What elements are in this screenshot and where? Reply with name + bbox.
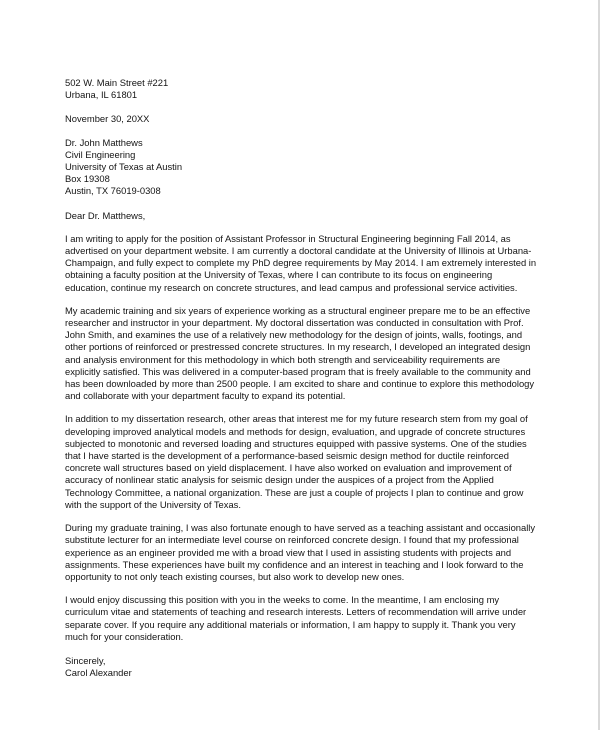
- recipient-city: Austin, TX 76019-0308: [65, 185, 161, 197]
- paragraph-line: researcher and instructor in your department. My doctoral dissertation was conducted in consultation with Prof.: [65, 317, 524, 329]
- paragraph-line: During my graduate training, I was also fortunate enough to have served as a teaching assistant and occasionally: [65, 522, 536, 534]
- paragraph-line: and collaborate with your department faculty to expand its potential.: [65, 390, 346, 402]
- closing: Sincerely,: [65, 654, 106, 666]
- paragraph-line: separate cover. If you require any additional materials or information, I am happy to supply it. Thank you very: [65, 618, 516, 630]
- paragraph-line: developing improved analytical models and methods for design, evaluation, and upgrade of concrete structures: [65, 425, 526, 437]
- paragraph-line: concrete wall structures based on yield displacement. I have also worked on evaluation and improvement of: [65, 462, 512, 474]
- sender-city: Urbana, IL 61801: [65, 89, 138, 101]
- paragraph-line: much for your consideration.: [65, 630, 184, 642]
- paragraph-closing: [65, 594, 565, 643]
- paragraph-line: I would enjoy discussing this position with you in the weeks to come. In the meantime, I am enclosing my: [65, 594, 500, 606]
- recipient-department: Civil Engineering: [65, 148, 136, 160]
- salutation-block: [65, 210, 565, 222]
- signature-name: Carol Alexander: [65, 667, 132, 679]
- paragraph-line: My academic training and six years of experience working as a structural engineer prepare me to be an effective: [65, 304, 531, 316]
- paragraph-line: advertised on your department website. I am currently a doctoral candidate at the University of Illinois at Urbana-: [65, 245, 532, 257]
- recipient-box: Box 19308: [65, 173, 110, 185]
- paragraph-line: John Smith, and examines the use of a relatively new methodology for the design of joints, walls, footings, and: [65, 329, 523, 341]
- letter-date: November 30, 20XX: [65, 113, 150, 125]
- letter-date-block: [65, 113, 565, 125]
- recipient-name: Dr. John Matthews: [65, 136, 143, 148]
- paragraph-line: opportunity to not only teach existing courses, but also work to develop new ones.: [65, 570, 405, 582]
- sender-address: [65, 77, 565, 101]
- recipient-university: University of Texas at Austin: [65, 161, 183, 173]
- paragraph-line: I am writing to apply for the position of Assistant Professor in Structural Engineering beginning Fall 2014, as: [65, 232, 511, 244]
- paragraph-line: In addition to my dissertation research, other areas that interest me for my future research stem from my goal of: [65, 413, 528, 425]
- paragraph-line: explicitly satisfied. This was delivered in a computer-based program that is freely available to the community and: [65, 365, 531, 377]
- paragraph-line: Technology Committee, a national organization. These are just a couple of projects I plan to continue and grow: [65, 486, 524, 498]
- paragraph-line: and analysis environment for this methodology in which both strength and serviceability requirements are: [65, 353, 501, 365]
- paragraph-line: accuracy of nonlinear static analysis for seismic design under the auspices of a project from the Applied: [65, 474, 494, 486]
- paragraph-line: other portions of reinforced or prestressed concrete structures. In my research, I developed an integrated design: [65, 341, 531, 353]
- recipient-address: [65, 137, 565, 198]
- paragraph-line: subjected to monotonic and reversed loading and structures equipped with passive systems. One of the studies: [65, 437, 527, 449]
- salutation: Dear Dr. Matthews,: [65, 209, 146, 221]
- signature-block: [65, 655, 565, 679]
- paragraph-line: assignments. These experiences have built my confidence and an interest in teaching and I look forward to the: [65, 558, 524, 570]
- paragraph-training: [65, 305, 565, 403]
- paragraph-line: with the support of the University of Texas.: [65, 498, 241, 510]
- paragraph-research: [65, 413, 565, 511]
- paragraph-line: has been downloaded by more than 2500 people. I am excited to share and continue to explore this methodology: [65, 378, 535, 390]
- paragraph-line: education, continue my research on concrete structures, and lead campus and professional service activities.: [65, 281, 518, 293]
- paragraph-line: curriculum vitae and statements of teaching and research interests. Letters of recommendation will arrive under: [65, 606, 527, 618]
- paragraph-line: experience as an engineer provided me with a broad view that I used in assisting students with projects and: [65, 546, 512, 558]
- paragraph-intro: [65, 233, 565, 294]
- sender-street: 502 W. Main Street #221: [65, 77, 169, 88]
- paragraph-line: obtaining a faculty position at the University of Texas, where I can contribute to its focus on engineering: [65, 269, 493, 281]
- paragraph-teaching: [65, 522, 565, 583]
- paragraph-line: that I have started is the development of a performance-based seismic design method for ductile reinforced: [65, 450, 509, 462]
- paragraph-line: substitute lecturer for an intermediate level course on reinforced concrete design. I found that my professional: [65, 534, 519, 546]
- paragraph-line: Champaign, and fully expect to complete my PhD degree requirements by May 2014. I am extremely interested in: [65, 257, 537, 269]
- cover-letter: [65, 77, 565, 679]
